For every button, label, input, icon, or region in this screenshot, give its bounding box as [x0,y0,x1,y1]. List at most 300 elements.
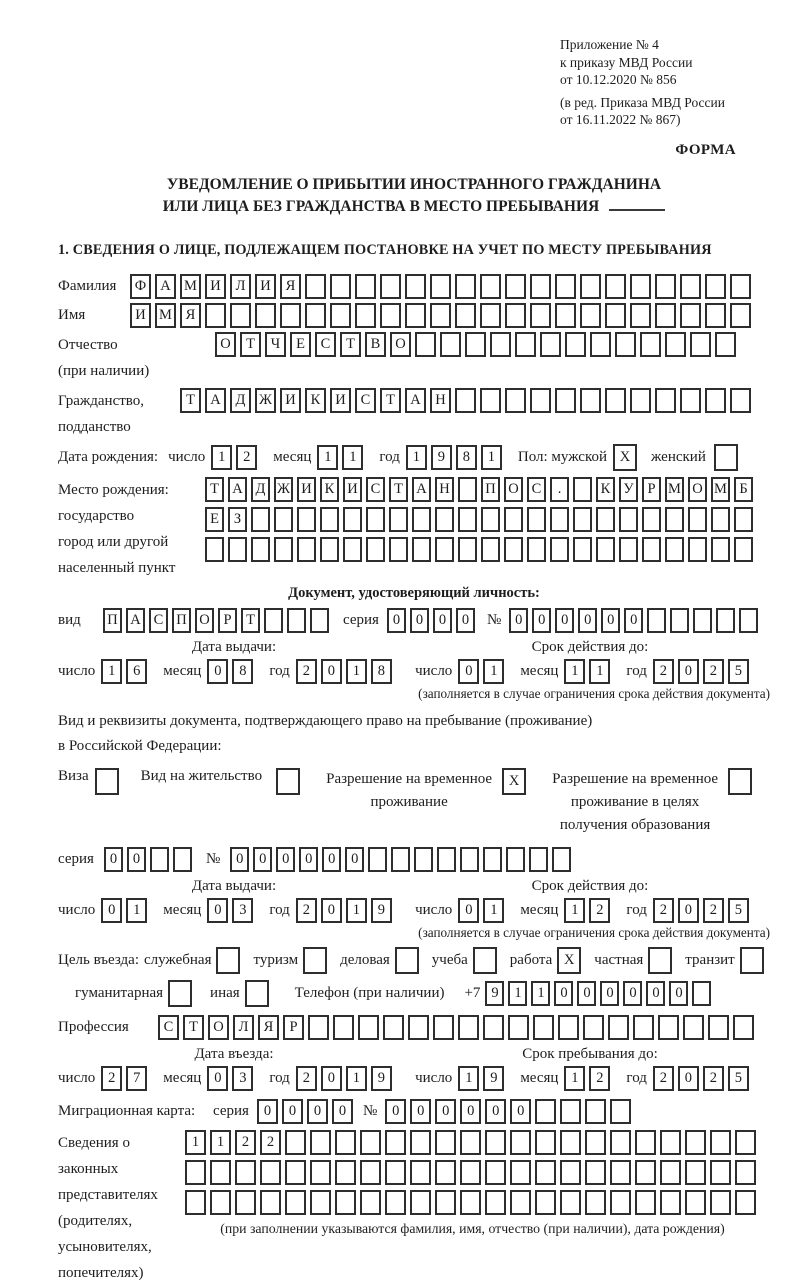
char-box[interactable] [711,537,730,562]
char-box[interactable]: 0 [230,847,249,872]
char-box[interactable]: Ч [265,332,286,357]
char-box[interactable] [510,1160,531,1185]
char-box[interactable] [276,768,300,795]
char-box[interactable]: 0 [669,981,688,1006]
char-box[interactable] [320,507,339,532]
char-box[interactable] [360,1160,381,1185]
char-box[interactable]: 0 [601,608,620,633]
char-box[interactable]: И [130,303,151,328]
char-box[interactable] [711,507,730,532]
char-box[interactable]: Л [230,274,251,299]
char-box[interactable] [655,388,676,413]
char-box[interactable]: 0 [485,1099,506,1124]
char-box[interactable]: 1 [564,1066,585,1091]
char-box[interactable] [530,388,551,413]
char-box[interactable] [596,507,615,532]
char-box[interactable]: 0 [410,1099,431,1124]
char-box[interactable]: 9 [485,981,504,1006]
char-box[interactable]: 3 [232,898,253,923]
char-box[interactable] [455,303,476,328]
char-box[interactable]: 0 [460,1099,481,1124]
char-box[interactable]: 1 [346,659,367,684]
char-box[interactable]: И [255,274,276,299]
char-box[interactable] [535,1160,556,1185]
char-box[interactable]: 8 [371,659,392,684]
char-box[interactable]: Т [380,388,401,413]
char-box[interactable] [560,1190,581,1215]
char-box[interactable] [435,1190,456,1215]
char-box[interactable] [415,332,436,357]
char-box[interactable] [210,1190,231,1215]
char-box[interactable]: Ж [274,477,293,502]
char-box[interactable]: 1 [406,445,427,470]
char-box[interactable] [733,1015,754,1040]
char-box[interactable]: 2 [653,1066,674,1091]
char-box[interactable] [412,507,431,532]
title-blank-underline[interactable] [609,197,665,211]
char-box[interactable]: Е [205,507,224,532]
char-box[interactable]: 1 [564,659,585,684]
char-box[interactable] [735,1190,756,1215]
char-box[interactable] [366,537,385,562]
char-box[interactable] [505,274,526,299]
char-box[interactable] [647,608,666,633]
char-box[interactable] [408,1015,429,1040]
char-box[interactable]: Т [180,388,201,413]
char-box[interactable] [504,537,523,562]
char-box[interactable] [358,1015,379,1040]
char-box[interactable] [380,274,401,299]
char-box[interactable]: 1 [531,981,550,1006]
char-box[interactable]: Т [183,1015,204,1040]
char-box[interactable]: К [305,388,326,413]
char-box[interactable] [185,1190,206,1215]
char-box[interactable]: 0 [554,981,573,1006]
char-box[interactable]: 1 [589,659,610,684]
char-box[interactable] [210,1160,231,1185]
char-box[interactable]: 5 [728,898,749,923]
char-box[interactable] [658,1015,679,1040]
char-box[interactable]: 0 [458,898,479,923]
char-box[interactable] [555,388,576,413]
char-box[interactable] [274,507,293,532]
char-box[interactable]: 0 [104,847,123,872]
char-box[interactable] [535,1190,556,1215]
char-box[interactable]: Б [734,477,753,502]
char-box[interactable] [640,332,661,357]
char-box[interactable] [414,847,433,872]
char-box[interactable] [580,388,601,413]
char-box[interactable]: X [502,768,526,795]
char-box[interactable] [465,332,486,357]
char-box[interactable] [485,1130,506,1155]
char-box[interactable]: 1 [564,898,585,923]
char-box[interactable] [630,388,651,413]
char-box[interactable]: 0 [456,608,475,633]
char-box[interactable]: . [550,477,569,502]
char-box[interactable]: 2 [296,898,317,923]
char-box[interactable]: 0 [387,608,406,633]
char-box[interactable] [435,1160,456,1185]
char-box[interactable] [642,537,661,562]
char-box[interactable] [490,332,511,357]
char-box[interactable] [660,1160,681,1185]
char-box[interactable] [320,537,339,562]
char-box[interactable] [310,608,329,633]
char-box[interactable]: 1 [185,1130,206,1155]
char-box[interactable]: 1 [508,981,527,1006]
char-box[interactable]: Н [435,477,454,502]
char-box[interactable] [535,1130,556,1155]
char-box[interactable]: 0 [577,981,596,1006]
char-box[interactable]: С [315,332,336,357]
char-box[interactable] [670,608,689,633]
char-box[interactable] [285,1160,306,1185]
char-box[interactable]: 7 [126,1066,147,1091]
char-box[interactable] [585,1130,606,1155]
char-box[interactable]: 0 [433,608,452,633]
char-box[interactable]: 0 [678,898,699,923]
char-box[interactable] [705,274,726,299]
char-box[interactable] [552,847,571,872]
char-box[interactable]: Р [283,1015,304,1040]
char-box[interactable]: 1 [210,1130,231,1155]
char-box[interactable]: 0 [678,1066,699,1091]
char-box[interactable] [508,1015,529,1040]
char-box[interactable] [655,303,676,328]
char-box[interactable] [333,1015,354,1040]
char-box[interactable] [251,507,270,532]
char-box[interactable] [430,303,451,328]
char-box[interactable] [168,980,192,1007]
char-box[interactable] [412,537,431,562]
char-box[interactable] [303,947,327,974]
char-box[interactable] [368,847,387,872]
char-box[interactable]: Р [642,477,661,502]
char-box[interactable] [529,847,548,872]
char-box[interactable] [460,1190,481,1215]
char-box[interactable] [555,274,576,299]
char-box[interactable] [680,303,701,328]
char-box[interactable] [389,537,408,562]
char-box[interactable]: К [320,477,339,502]
char-box[interactable]: 0 [646,981,665,1006]
char-box[interactable]: А [405,388,426,413]
char-box[interactable] [585,1160,606,1185]
char-box[interactable]: 0 [322,847,341,872]
char-box[interactable] [660,1190,681,1215]
char-box[interactable] [389,507,408,532]
char-box[interactable] [235,1160,256,1185]
char-box[interactable]: У [619,477,638,502]
char-box[interactable]: 0 [299,847,318,872]
char-box[interactable] [504,507,523,532]
char-box[interactable]: М [711,477,730,502]
char-box[interactable] [245,980,269,1007]
char-box[interactable] [690,332,711,357]
char-box[interactable] [605,303,626,328]
char-box[interactable] [505,303,526,328]
char-box[interactable]: 0 [410,608,429,633]
char-box[interactable] [716,608,735,633]
char-box[interactable] [555,303,576,328]
char-box[interactable] [335,1130,356,1155]
char-box[interactable] [730,274,751,299]
char-box[interactable] [619,507,638,532]
char-box[interactable] [430,274,451,299]
char-box[interactable]: Д [251,477,270,502]
char-box[interactable] [310,1190,331,1215]
char-box[interactable]: 0 [321,659,342,684]
char-box[interactable]: 1 [211,445,232,470]
char-box[interactable] [458,1015,479,1040]
char-box[interactable]: Т [240,332,261,357]
char-box[interactable]: 2 [589,1066,610,1091]
char-box[interactable] [505,388,526,413]
char-box[interactable]: Я [280,274,301,299]
char-box[interactable] [458,477,477,502]
char-box[interactable] [460,847,479,872]
char-box[interactable] [335,1160,356,1185]
char-box[interactable]: А [155,274,176,299]
char-box[interactable] [610,1190,631,1215]
char-box[interactable]: 3 [232,1066,253,1091]
char-box[interactable] [688,537,707,562]
char-box[interactable] [150,847,169,872]
char-box[interactable] [280,303,301,328]
char-box[interactable] [635,1190,656,1215]
char-box[interactable]: Я [180,303,201,328]
char-box[interactable] [480,388,501,413]
char-box[interactable]: Л [233,1015,254,1040]
char-box[interactable]: 0 [510,1099,531,1124]
char-box[interactable] [480,274,501,299]
char-box[interactable]: 0 [458,659,479,684]
char-box[interactable]: 1 [317,445,338,470]
char-box[interactable] [481,537,500,562]
char-box[interactable] [573,507,592,532]
char-box[interactable] [205,303,226,328]
char-box[interactable]: 2 [236,445,257,470]
char-box[interactable]: 0 [385,1099,406,1124]
char-box[interactable] [383,1015,404,1040]
char-box[interactable]: И [297,477,316,502]
char-box[interactable] [385,1160,406,1185]
char-box[interactable] [433,1015,454,1040]
char-box[interactable] [287,608,306,633]
char-box[interactable]: Т [205,477,224,502]
char-box[interactable] [355,303,376,328]
char-box[interactable] [573,537,592,562]
char-box[interactable] [680,388,701,413]
char-box[interactable]: 1 [483,898,504,923]
char-box[interactable]: 0 [678,659,699,684]
char-box[interactable] [730,303,751,328]
char-box[interactable] [714,444,738,471]
char-box[interactable]: 0 [345,847,364,872]
char-box[interactable] [395,947,419,974]
char-box[interactable]: В [365,332,386,357]
char-box[interactable] [437,847,456,872]
char-box[interactable] [235,1190,256,1215]
char-box[interactable]: 0 [600,981,619,1006]
char-box[interactable] [485,1190,506,1215]
char-box[interactable] [506,847,525,872]
char-box[interactable]: 0 [555,608,574,633]
char-box[interactable] [483,847,502,872]
char-box[interactable]: Ж [255,388,276,413]
char-box[interactable]: 0 [282,1099,303,1124]
char-box[interactable]: 0 [332,1099,353,1124]
char-box[interactable] [330,303,351,328]
char-box[interactable] [95,768,119,795]
char-box[interactable] [550,537,569,562]
char-box[interactable]: 2 [296,659,317,684]
char-box[interactable] [740,947,764,974]
char-box[interactable]: Т [340,332,361,357]
char-box[interactable] [665,332,686,357]
char-box[interactable]: 0 [509,608,528,633]
char-box[interactable] [685,1190,706,1215]
char-box[interactable] [483,1015,504,1040]
char-box[interactable]: 5 [728,659,749,684]
char-box[interactable]: 8 [232,659,253,684]
char-box[interactable] [605,274,626,299]
char-box[interactable] [310,1160,331,1185]
char-box[interactable] [705,303,726,328]
char-box[interactable] [739,608,758,633]
char-box[interactable]: 0 [207,898,228,923]
char-box[interactable] [550,507,569,532]
char-box[interactable]: 0 [307,1099,328,1124]
char-box[interactable]: 2 [260,1130,281,1155]
char-box[interactable] [619,537,638,562]
char-box[interactable]: И [205,274,226,299]
char-box[interactable] [481,507,500,532]
char-box[interactable] [391,847,410,872]
char-box[interactable] [685,1160,706,1185]
char-box[interactable]: 0 [623,981,642,1006]
char-box[interactable] [610,1160,631,1185]
char-box[interactable]: Т [389,477,408,502]
char-box[interactable]: О [215,332,236,357]
char-box[interactable] [510,1130,531,1155]
char-box[interactable] [440,332,461,357]
char-box[interactable] [405,303,426,328]
char-box[interactable] [734,537,753,562]
char-box[interactable] [485,1160,506,1185]
char-box[interactable]: П [481,477,500,502]
char-box[interactable] [405,274,426,299]
char-box[interactable] [558,1015,579,1040]
char-box[interactable] [728,768,752,795]
char-box[interactable]: 0 [257,1099,278,1124]
char-box[interactable]: 0 [253,847,272,872]
char-box[interactable]: Т [241,608,260,633]
char-box[interactable]: 1 [101,659,122,684]
char-box[interactable]: 0 [207,659,228,684]
char-box[interactable] [730,388,751,413]
char-box[interactable]: 5 [728,1066,749,1091]
char-box[interactable] [610,1130,631,1155]
char-box[interactable]: А [205,388,226,413]
char-box[interactable] [473,947,497,974]
char-box[interactable] [630,303,651,328]
char-box[interactable]: 2 [101,1066,122,1091]
char-box[interactable] [530,274,551,299]
char-box[interactable]: 0 [435,1099,456,1124]
char-box[interactable]: С [366,477,385,502]
char-box[interactable] [615,332,636,357]
char-box[interactable]: 1 [346,1066,367,1091]
char-box[interactable]: А [228,477,247,502]
char-box[interactable] [455,388,476,413]
char-box[interactable] [635,1130,656,1155]
char-box[interactable]: 0 [207,1066,228,1091]
char-box[interactable]: 1 [126,898,147,923]
char-box[interactable]: 0 [101,898,122,923]
char-box[interactable]: Е [290,332,311,357]
char-box[interactable]: 6 [126,659,147,684]
char-box[interactable] [633,1015,654,1040]
char-box[interactable] [585,1099,606,1124]
char-box[interactable] [305,303,326,328]
char-box[interactable] [685,1130,706,1155]
char-box[interactable] [285,1130,306,1155]
char-box[interactable]: Р [218,608,237,633]
char-box[interactable] [605,388,626,413]
char-box[interactable] [380,303,401,328]
char-box[interactable] [274,537,293,562]
char-box[interactable]: О [208,1015,229,1040]
char-box[interactable] [565,332,586,357]
char-box[interactable] [305,274,326,299]
char-box[interactable]: П [172,608,191,633]
char-box[interactable] [585,1190,606,1215]
char-box[interactable] [590,332,611,357]
char-box[interactable]: 1 [481,445,502,470]
char-box[interactable]: 1 [342,445,363,470]
char-box[interactable]: 0 [127,847,146,872]
char-box[interactable] [535,1099,556,1124]
char-box[interactable] [680,274,701,299]
char-box[interactable]: 1 [483,659,504,684]
char-box[interactable] [527,537,546,562]
char-box[interactable]: X [613,444,637,471]
char-box[interactable] [734,507,753,532]
char-box[interactable] [665,507,684,532]
char-box[interactable] [688,507,707,532]
char-box[interactable]: П [103,608,122,633]
char-box[interactable] [385,1190,406,1215]
char-box[interactable]: Д [230,388,251,413]
char-box[interactable]: 9 [371,898,392,923]
char-box[interactable] [285,1190,306,1215]
char-box[interactable]: О [195,608,214,633]
char-box[interactable]: К [596,477,615,502]
char-box[interactable] [343,537,362,562]
char-box[interactable] [251,537,270,562]
char-box[interactable]: М [665,477,684,502]
char-box[interactable] [580,303,601,328]
char-box[interactable] [530,303,551,328]
char-box[interactable] [435,507,454,532]
char-box[interactable]: 1 [346,898,367,923]
char-box[interactable]: А [126,608,145,633]
char-box[interactable] [480,303,501,328]
char-box[interactable] [710,1130,731,1155]
char-box[interactable]: 9 [371,1066,392,1091]
